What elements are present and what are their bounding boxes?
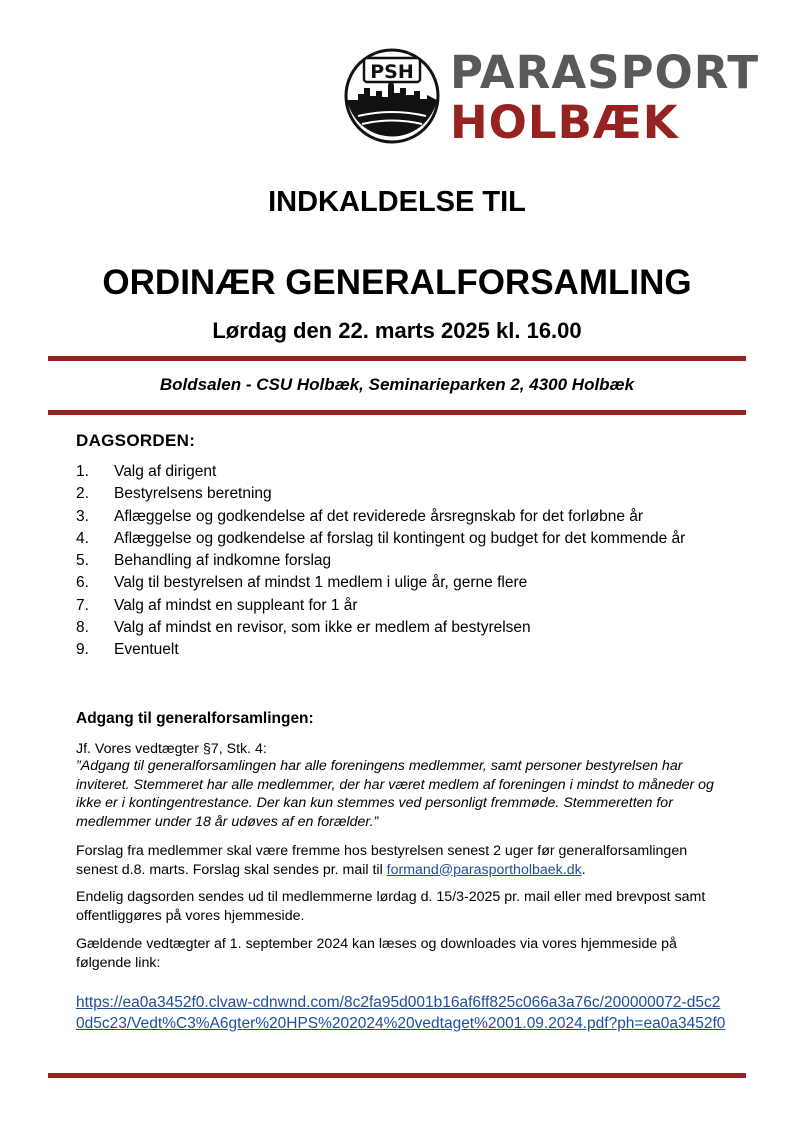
agenda-item-text: Bestyrelsens beretning [114,485,272,503]
logo-line-parasport: PARASPORT [450,46,760,99]
title-indkaldelse: INDKALDELSE TIL [268,186,526,218]
divider-top [48,356,746,361]
agenda-item [76,550,696,572]
meeting-date: Lørdag den 22. marts 2025 kl. 16.00 [212,318,582,343]
proposals-text: Forslag fra medlemmer skal være fremme hos bestyrelsen senest 2 uger før generalforsamlingen senest d.8. marts. Forslag skal sendes pr. mail til [76,843,688,878]
agenda-item-number: 2. [76,485,89,503]
agenda-notice: Endelig dagsorden sendes ud til medlemmerne lørdag d. 15/3-2025 pr. mail eller med brevpost samt offentliggøres på vores hjemmeside. [76,889,706,924]
meeting-location: Boldsalen - CSU Holbæk, Seminarieparken 2, 4300 Holbæk [159,375,635,394]
agenda-item-text: Valg af dirigent [114,463,217,480]
logo-wordmark [450,48,759,148]
agenda-item [76,461,696,483]
agenda-item [76,483,696,505]
logo-line-holbaek: HOLBÆK [450,96,679,149]
divider-middle [48,410,746,415]
bylaws-notice: Gældende vedtægter af 1. september 2024 kan læses og downloades via vores hjemmeside på følgende link: [76,936,677,971]
agenda-item-number: 1. [76,463,89,480]
agenda-heading: DAGSORDEN: [76,431,196,450]
psh-emblem-icon [344,48,440,144]
agenda-item [76,639,696,661]
proposals-end: . [581,861,586,878]
divider-bottom [48,1073,746,1078]
bylaws-quote: ”Adgang til generalforsamlingen har alle foreningens medlemmer, samt personer bestyrelsen har inviteret. Stemmeret har alle medlemmer, der har været medlem af foreningen i mindst to måneder og ikke er i kontingentrestance. Der kan kun stemmes ved personligt fremmøde. Stemmeretten for medlemmer under 18 år udøves af en forælder.” [76,758,714,830]
agenda-item [76,528,696,550]
agenda-item-text: Valg af mindst en suppleant for 1 år [114,596,358,614]
agenda-item-number: 3. [76,507,89,525]
proposals-paragraph [76,842,726,879]
agenda-item-number: 9. [76,641,89,659]
bylaws-reference: Jf. Vores vedtægter §7, Stk. 4: [76,741,267,757]
access-heading: Adgang til generalforsamlingen: [76,710,314,727]
agenda-item [76,617,696,639]
agenda-item-text: Aflæggelse og godkendelse af det reviderede årsregnskab for det forløbne år [114,507,644,525]
club-logo [344,46,760,149]
agenda-item-number: 6. [76,574,89,592]
email-link[interactable]: formand@parasportholbaek.dk [386,861,582,878]
agenda-item [76,595,696,617]
title-generalforsamling: ORDINÆR GENERALFORSAMLING [102,263,692,302]
agenda-item [76,506,696,528]
agenda-item-number: 8. [76,619,89,637]
agenda-list [76,461,696,662]
agenda-item-number: 7. [76,596,89,614]
agenda-item [76,572,696,594]
agenda-item-text: Valg af mindst en revisor, som ikke er medlem af bestyrelsen [114,619,531,637]
agenda-item-text: Aflæggelse og godkendelse af forslag til kontingent og budget for det kommende år [114,529,686,547]
agenda-item-text: Valg til bestyrelsen af mindst 1 medlem i ulige år, gerne flere [114,574,528,592]
agenda-item-number: 5. [76,552,89,570]
agenda-item-text: Behandling af indkomne forslag [114,552,332,570]
agenda-item-text: Eventuelt [114,641,179,659]
logo-badge-text: PSH [370,61,414,83]
bylaws-pdf-link[interactable]: https://ea0a3452f0.clvaw-cdnwnd.com/8c2fa95d001b16af6ff825c066a3a76c/200000072-d5c20d5c23/Vedt%C3%A6gter%20HPS%202024%20vedtaget%2001.09.2024.pdf?ph=ea0a3452f0 [76,994,726,1032]
agenda-item-number: 4. [76,529,89,547]
